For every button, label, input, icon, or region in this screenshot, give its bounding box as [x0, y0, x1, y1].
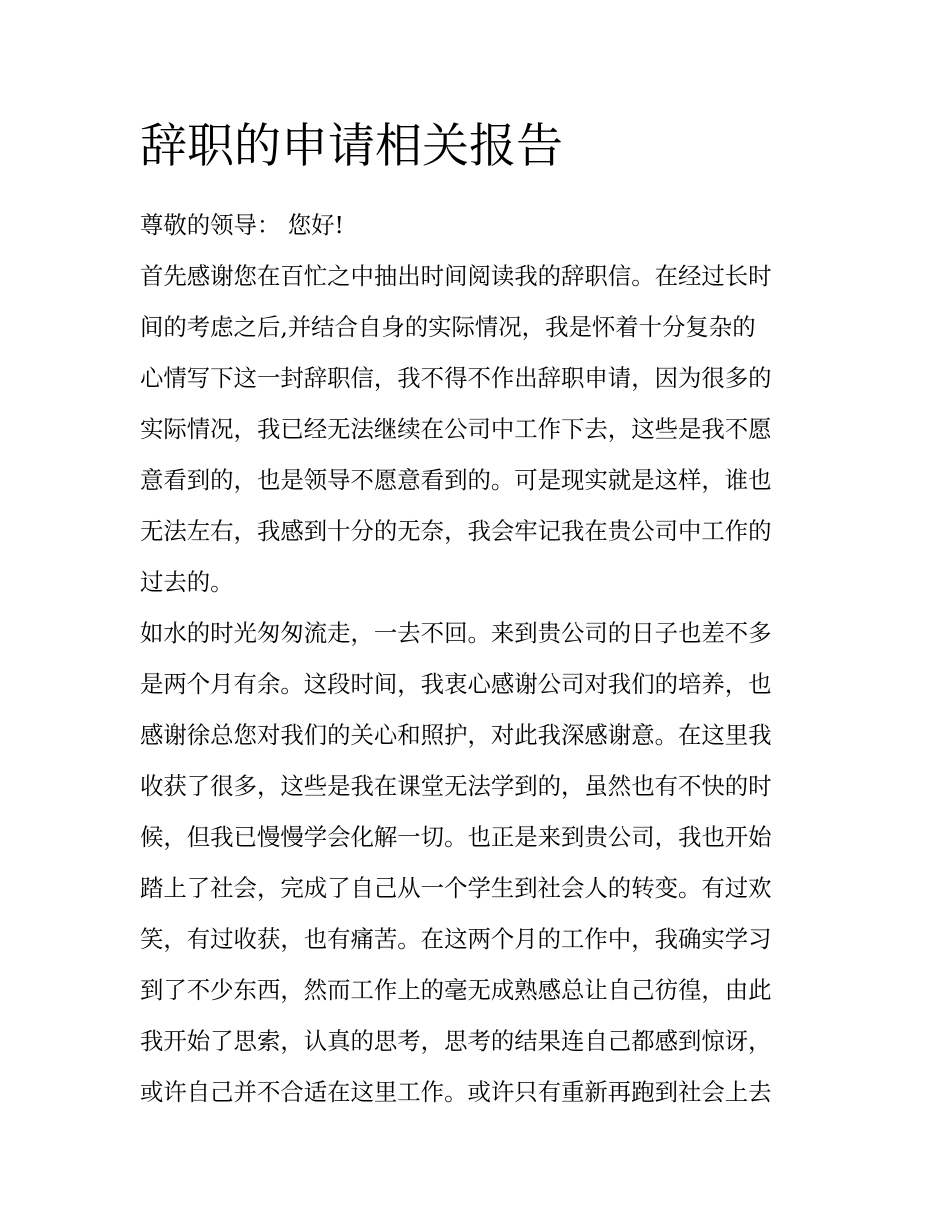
- body-line: 踏上了社会，完成了自己从一个学生到社会人的转变。有过欢: [140, 874, 772, 902]
- body-line: 心情写下这一封辞职信，我不得不作出辞职申请，因为很多的: [140, 364, 772, 392]
- body-line: 过去的。: [140, 568, 234, 596]
- body-line: 无法左右，我感到十分的无奈，我会牢记我在贵公司中工作的: [140, 517, 772, 545]
- body-line: 间的考虑之后,并结合自身的实际情况，我是怀着十分复杂的: [140, 313, 756, 341]
- greeting-line: 尊敬的领导： 您好!: [140, 211, 344, 239]
- body-line: 实际情况，我已经无法继续在公司中工作下去，这些是我不愿: [140, 415, 772, 443]
- body-line: 收获了很多，这些是我在课堂无法学到的，虽然也有不快的时: [140, 772, 772, 800]
- body-line: 到了不少东西，然而工作上的毫无成熟感总让自己彷徨，由此: [140, 976, 772, 1004]
- body-line: 我开始了思索，认真的思考，思考的结果连自己都感到惊讶，: [140, 1027, 772, 1055]
- body-line: 意看到的，也是领导不愿意看到的。可是现实就是这样，谁也: [140, 466, 772, 494]
- body-line: 是两个月有余。这段时间，我衷心感谢公司对我们的培养，也: [140, 670, 772, 698]
- body-line: 感谢徐总您对我们的关心和照护，对此我深感谢意。在这里我: [140, 721, 772, 749]
- document-title: 辞职的申请相关报告: [140, 119, 563, 174]
- body-line: 笑，有过收获，也有痛苦。在这两个月的工作中，我确实学习: [140, 925, 772, 953]
- body-line: 或许自己并不合适在这里工作。或许只有重新再跑到社会上去: [140, 1078, 772, 1106]
- body-line: 如水的时光匆匆流走，一去不回。来到贵公司的日子也差不多: [140, 619, 772, 647]
- body-line: 候，但我已慢慢学会化解一切。也正是来到贵公司，我也开始: [140, 823, 772, 851]
- document-body: [140, 200, 830, 1118]
- body-line: 首先感谢您在百忙之中抽出时间阅读我的辞职信。在经过长时: [140, 262, 772, 290]
